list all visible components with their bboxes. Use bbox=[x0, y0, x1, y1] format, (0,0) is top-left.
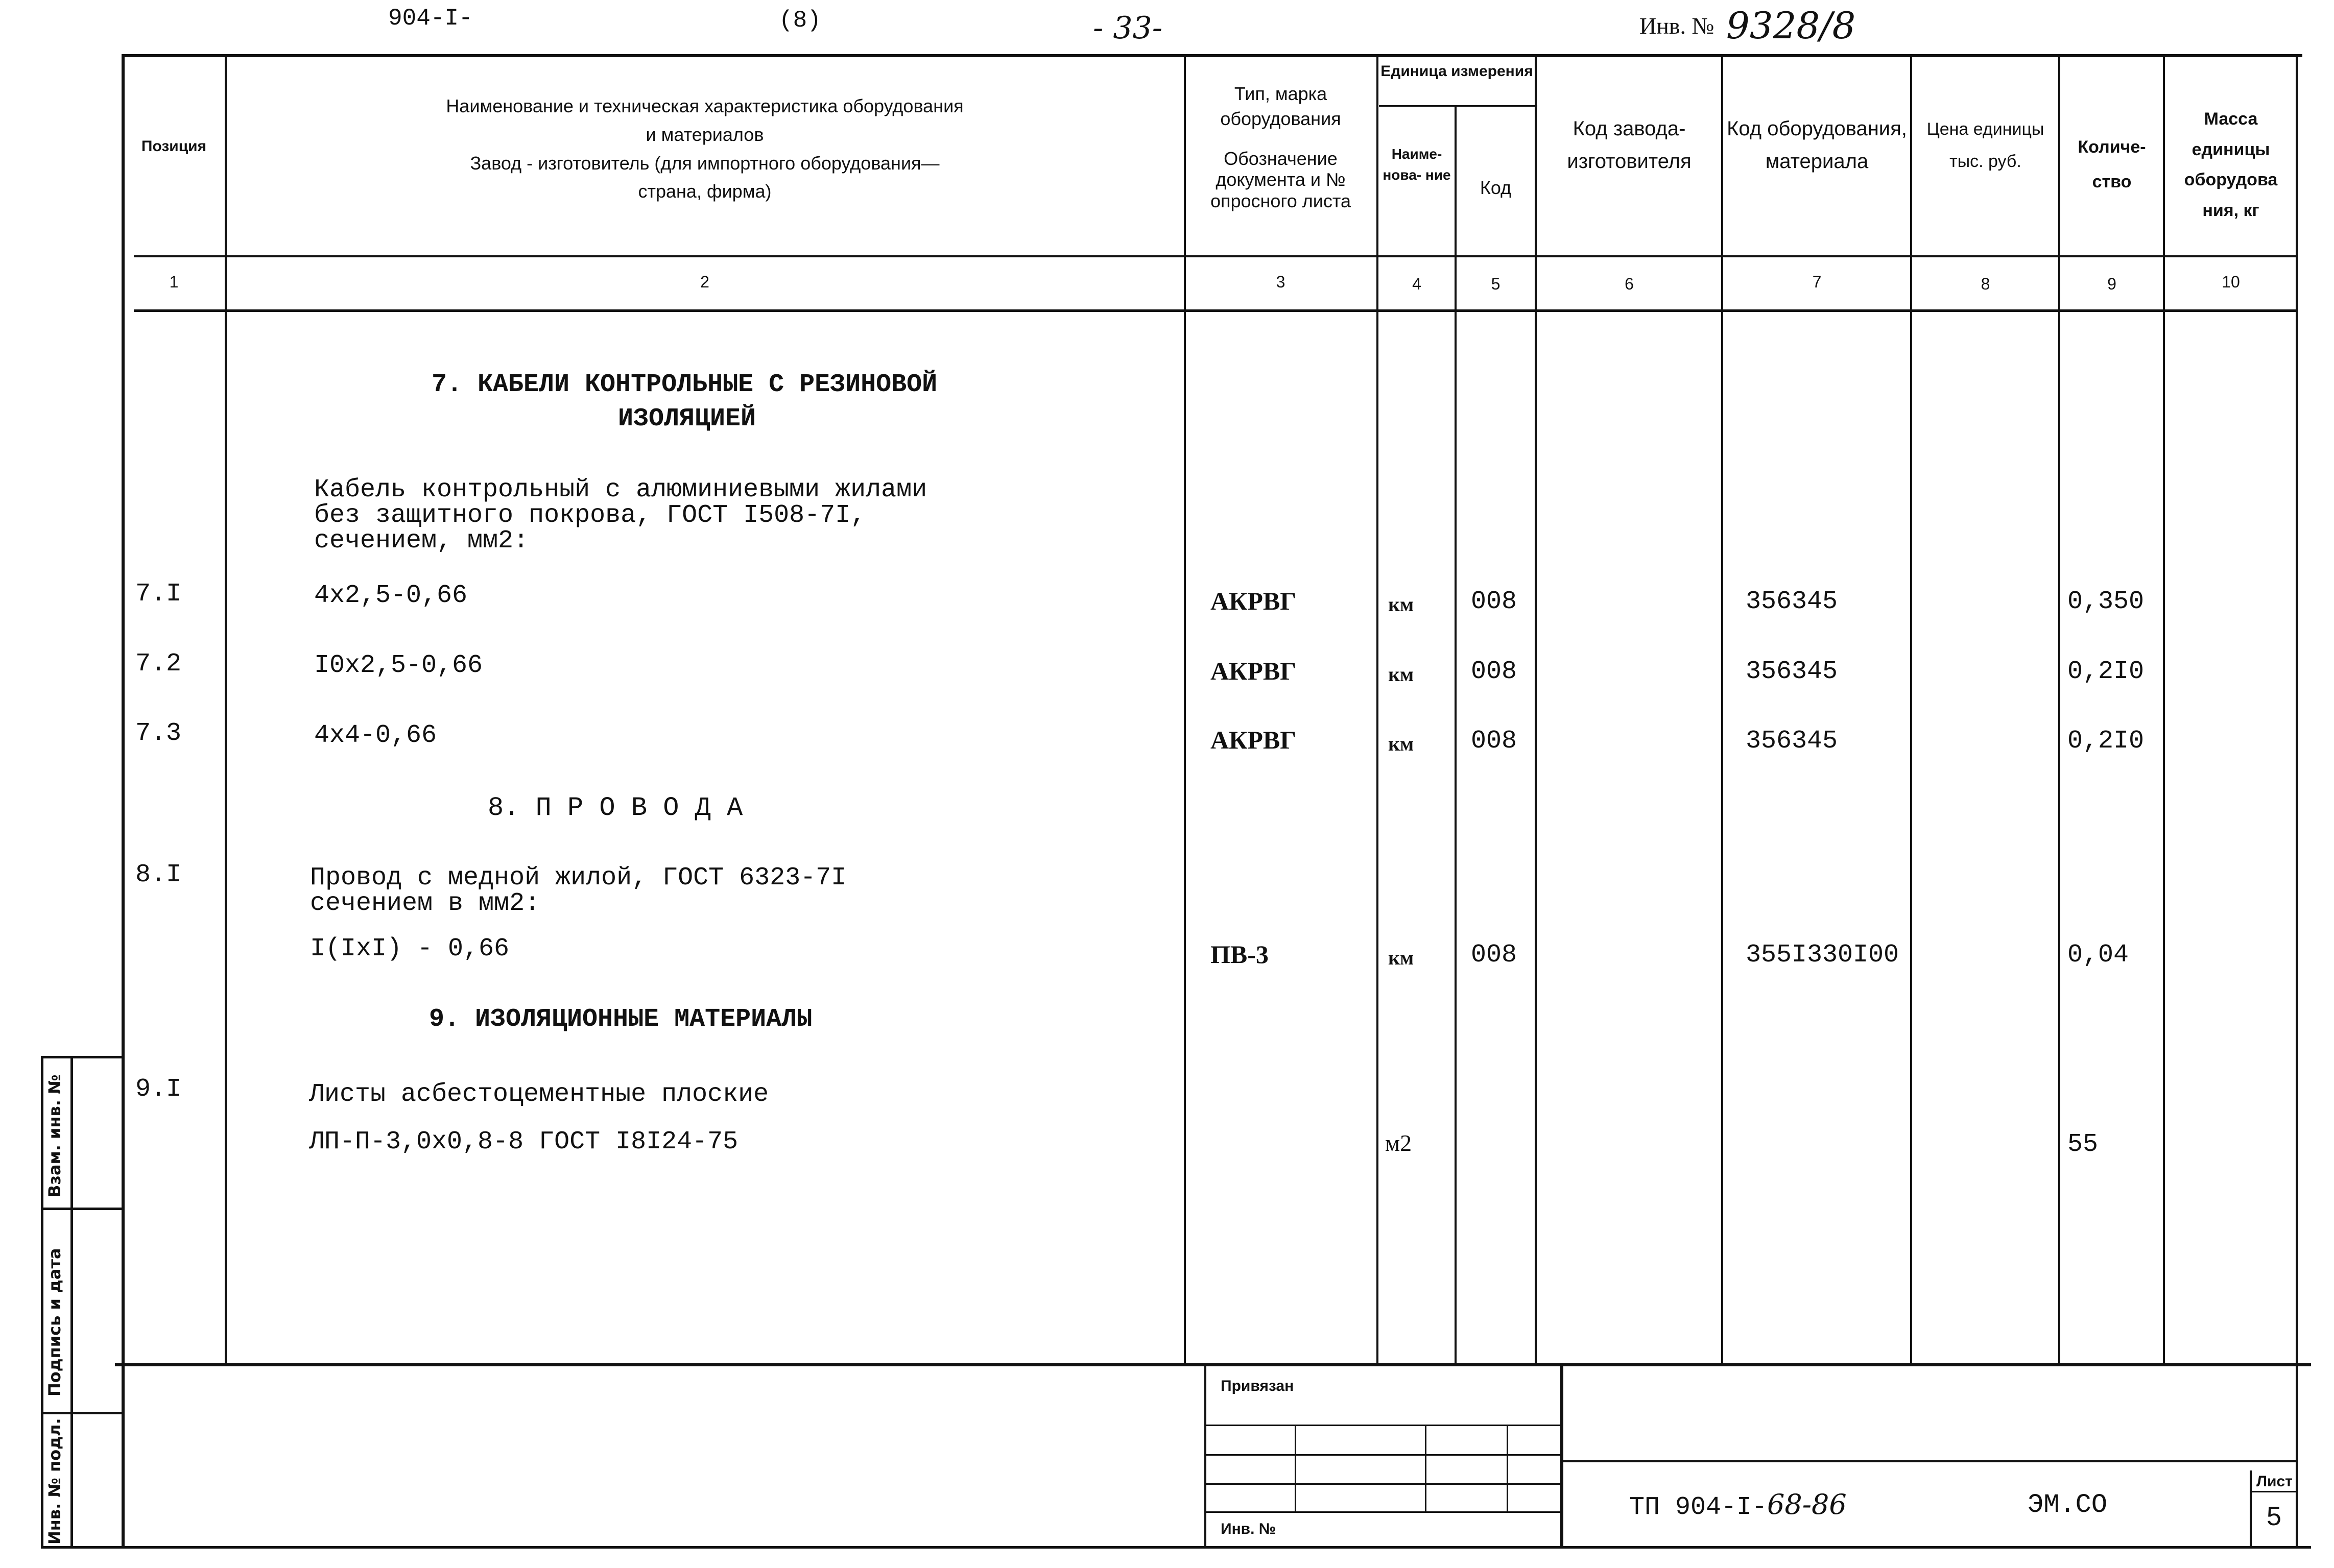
inventory-label: Инв. № bbox=[1639, 13, 1714, 39]
document-code-prefix: ТП 904-I- bbox=[1629, 1493, 1768, 1522]
sheet-label: Лист bbox=[2256, 1473, 2293, 1490]
column-number: 2 bbox=[700, 273, 709, 291]
page-bracket: (8) bbox=[779, 7, 821, 34]
type-cell: АКРВГ bbox=[1210, 657, 1297, 685]
quantity-cell: 55 bbox=[2067, 1130, 2099, 1159]
quantity-cell: 0,350 bbox=[2067, 587, 2145, 616]
unit-cell: м2 bbox=[1385, 1130, 1412, 1156]
code-cell: 008 bbox=[1471, 657, 1517, 686]
header-name-line: Наименование и техническая характеристика оборудования bbox=[446, 95, 964, 116]
section-7-title-cont: ИЗОЛЯЦИЕЙ bbox=[618, 404, 756, 433]
header-name-line: и материалов bbox=[646, 124, 764, 145]
header-name-line: страна, фирма) bbox=[638, 181, 772, 202]
material-code-cell: 356345 bbox=[1746, 727, 1838, 756]
material-code-cell: 355I330I00 bbox=[1746, 940, 1899, 970]
name-cell: 4х4-0,66 bbox=[314, 721, 437, 750]
header-name-line: Завод - изготовитель (для импортного оборудования— bbox=[470, 152, 940, 174]
type-cell: АКРВГ bbox=[1210, 587, 1297, 615]
column-number: 6 bbox=[1625, 275, 1634, 293]
header-type: Тип, марка оборудования bbox=[1220, 83, 1341, 129]
position-cell: 8.I bbox=[135, 860, 182, 889]
series-number: 904-I- bbox=[388, 5, 473, 32]
unit-cell: км bbox=[1388, 663, 1414, 686]
column-number: 1 bbox=[169, 273, 179, 291]
side-label-replacement-inventory: Взам. инв. № bbox=[45, 1074, 64, 1197]
type-cell: ПВ-3 bbox=[1210, 940, 1269, 969]
unit-cell: км bbox=[1388, 732, 1414, 755]
header-unit-group: Единица измерения bbox=[1380, 63, 1533, 80]
header-material-code: Код оборудования, материала bbox=[1727, 117, 1907, 173]
row-8-1-description bbox=[310, 865, 846, 916]
description-line: Листы асбестоцементные плоские bbox=[309, 1080, 769, 1109]
header-unit-code: Код bbox=[1480, 177, 1512, 198]
description-line: Провод с медной жилой, ГОСТ 6323-7I bbox=[310, 863, 847, 892]
header-name bbox=[230, 92, 1180, 206]
inventory-number: 9328/8 bbox=[1726, 4, 1856, 47]
description-line: Кабель контрольный с алюминиевыми жилами bbox=[314, 475, 927, 504]
attached-label: Привязан bbox=[1221, 1378, 1294, 1394]
type-cell: АКРВГ bbox=[1210, 726, 1297, 754]
material-code-cell: 356345 bbox=[1746, 587, 1838, 616]
header-manufacturer-code: Код завода- изготовителя bbox=[1567, 117, 1692, 173]
page-number: - 33- bbox=[1093, 10, 1162, 46]
header-document: Обозначение документа и № опросного листа bbox=[1210, 148, 1351, 211]
quantity-cell: 0,04 bbox=[2067, 940, 2129, 970]
header-position: Позиция bbox=[141, 138, 207, 155]
header-unit-name: Наиме- нова- ние bbox=[1383, 146, 1451, 183]
header-price: Цена единицы тыс. руб. bbox=[1926, 119, 2044, 171]
side-label-signature-date: Подпись и дата bbox=[45, 1248, 64, 1396]
document-mark: ЭМ.СО bbox=[2028, 1490, 2108, 1520]
header-mass: Масса единицы оборудова ния, кг bbox=[2184, 109, 2278, 220]
unit-cell: км bbox=[1388, 593, 1414, 616]
column-number: 9 bbox=[2107, 275, 2116, 293]
quantity-cell: 0,2I0 bbox=[2067, 657, 2145, 686]
column-number: 5 bbox=[1491, 275, 1501, 293]
name-cell: ЛП-П-3,0х0,8-8 ГОСТ I8I24-75 bbox=[309, 1127, 739, 1156]
column-number: 10 bbox=[2222, 273, 2240, 291]
column-number: 4 bbox=[1412, 275, 1421, 293]
document-code-handwritten: 68-86 bbox=[1767, 1488, 1847, 1521]
section-9-title: 9. ИЗОЛЯЦИОННЫЕ МАТЕРИАЛЫ bbox=[429, 1005, 813, 1034]
column-number: 7 bbox=[1812, 273, 1822, 291]
quantity-cell: 0,2I0 bbox=[2067, 727, 2145, 756]
section-8-title: 8. П Р О В О Д А bbox=[488, 793, 743, 823]
unit-cell: км bbox=[1388, 946, 1414, 969]
side-label-original-inventory: Инв. № подл. bbox=[45, 1418, 64, 1545]
position-cell: 7.2 bbox=[135, 649, 182, 679]
column-number: 3 bbox=[1276, 273, 1285, 291]
position-cell: 7.I bbox=[135, 580, 182, 609]
inventory-number-label: Инв. № bbox=[1221, 1521, 1276, 1537]
description-line: сечением, мм2: bbox=[314, 526, 529, 556]
name-cell: I0х2,5-0,66 bbox=[314, 651, 483, 680]
sheet-number: 5 bbox=[2267, 1502, 2281, 1531]
position-cell: 9.I bbox=[135, 1075, 182, 1104]
description-line: без защитного покрова, ГОСТ I508-7I, bbox=[314, 501, 866, 530]
header-quantity: Количе- ство bbox=[2078, 137, 2146, 191]
column-number: 8 bbox=[1981, 275, 1990, 293]
code-cell: 008 bbox=[1471, 727, 1517, 756]
code-cell: 008 bbox=[1471, 940, 1517, 970]
document-code bbox=[1629, 1488, 1847, 1522]
material-code-cell: 356345 bbox=[1746, 657, 1838, 686]
description-line: сечением в мм2: bbox=[310, 889, 540, 918]
code-cell: 008 bbox=[1471, 587, 1517, 616]
name-cell: 4х2,5-0,66 bbox=[314, 581, 468, 610]
name-cell: I(IхI) - 0,66 bbox=[310, 934, 510, 963]
section-7-description bbox=[314, 477, 927, 554]
section-7-title: 7. КАБЕЛИ КОНТРОЛЬНЫЕ С РЕЗИНОВОЙ bbox=[432, 370, 938, 399]
position-cell: 7.3 bbox=[135, 719, 182, 748]
